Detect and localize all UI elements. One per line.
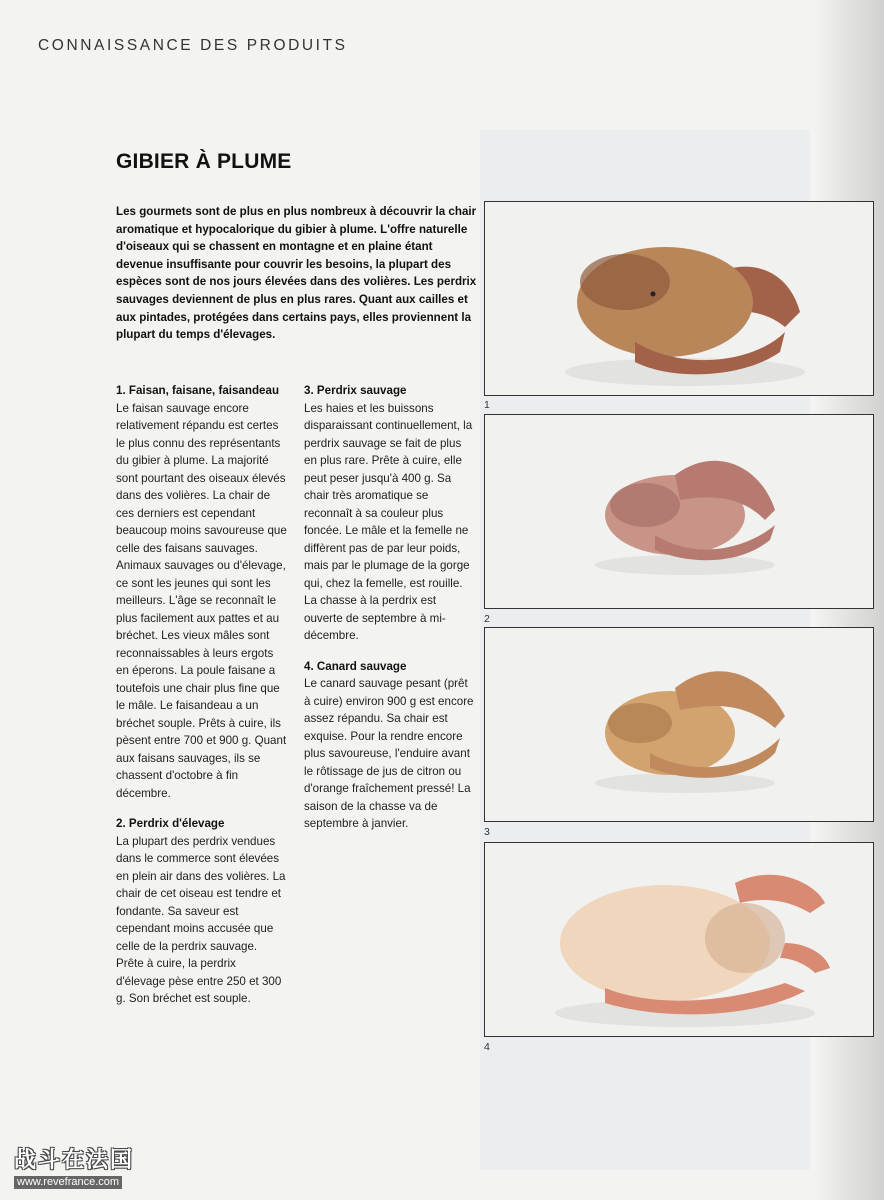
- photo-caption: 4: [484, 1041, 490, 1053]
- section-text: Le faisan sauvage encore relativement répandu est certes le plus connu des représentants du gibier à plume. La majorité sont pourtant des oiseaux élevés dans des volières. La chair de ces derniers est cependant beaucoup moins savoureuse que celle des faisans sauvages. Animaux sauvages ou d'élevage, ce sont les jeunes qui sont les meilleurs. L'âge se reconnaît le plus facilement aux pattes et au bréchet. Les vieux mâles sont reconnaissables à leurs ergots en éperons. La poule faisane a toutefois une chair plus fine que le mâle. Le faisandeau a un bréchet souple. Prêts à cuire, ils pèsent entre 700 et 900 g. Quant aux faisans sauvages, ils se chassent d'octobre à fin décembre.: [116, 401, 287, 800]
- section-text: La plupart des perdrix vendues dans le commerce sont élevées en plein air dans des volières. La chair de cet oiseau est tendre et fondante. Sa saveur est cependant moins accusée que celle de la perdrix sauvage. Prête à cuire, la perdrix d'élevage pèse entre 250 et 300 g. Son bréchet est souple.: [116, 834, 286, 1005]
- section-perdrix-elevage: [116, 815, 288, 1008]
- photo-caption: 2: [484, 613, 490, 625]
- bird-illustration: [485, 843, 873, 1036]
- text-column-left: [116, 382, 288, 1021]
- watermark-text: 战斗在法国: [14, 1147, 135, 1172]
- bird-illustration: [485, 628, 873, 821]
- bird-illustration: [485, 415, 873, 608]
- section-canard-sauvage: [304, 658, 476, 833]
- photo-caption: 1: [484, 399, 490, 411]
- section-text: Le canard sauvage pesant (prêt à cuire) environ 900 g est encore assez répandu. Sa chair est exquise. Pour la rendre encore plus savoureuse, l'enduire avant le rôtissage de jus de citron ou d'orange fraîchement pressé! La saison de la chasse va de septembre à janvier.: [304, 677, 474, 830]
- intro-paragraph: Les gourmets sont de plus en plus nombreux à découvrir la chair aromatique et hypocalorique du gibier à plume. L'offre naturelle d'oiseaux qui se chassent en montagne et en plaine étant devenue insuffisante pour couvrir les besoins, la plupart des espèces sont de nos jours élevées dans des volières. Les perdrix sauvages deviennent de plus en plus rares. Quant aux cailles et aux pintades, protégées dans certains pays, elles proviennent la plupart du temps d'élevages.: [116, 205, 477, 342]
- watermark-url: www.revefrance.com: [14, 1176, 122, 1189]
- section-text: Les haies et les buissons disparaissant continuellement, la perdrix sauvage se fait de plus en plus rare. Prête à cuire, elle peut peser jusqu'à 400 g. Sa chair très aromatique se reconnaît à sa couleur plus foncée. Le mâle et la femelle ne diffèrent pas de par leur poids, mais par le plumage de la gorge qui, chez la femelle, est rouille. La chasse à la perdrix est ouverte de septembre à mi-décembre.: [304, 401, 473, 642]
- bird-illustration: [485, 202, 873, 395]
- running-head: CONNAISSANCE DES PRODUITS: [38, 37, 348, 54]
- text-column-right: [304, 382, 476, 846]
- section-title: 1. Faisan, faisane, faisandeau: [116, 384, 280, 397]
- site-watermark: [10, 1146, 138, 1192]
- photo-caption: 3: [484, 826, 490, 838]
- photo-perdrix-elevage: [484, 414, 874, 609]
- section-perdrix-sauvage: [304, 382, 476, 645]
- section-title: 4. Canard sauvage: [304, 659, 407, 673]
- section-title: 3. Perdrix sauvage: [304, 384, 407, 397]
- photo-canard-sauvage: [484, 842, 874, 1037]
- page-title: GIBIER À PLUME: [116, 150, 292, 173]
- photo-perdrix-sauvage: [484, 627, 874, 822]
- section-faisan: [116, 382, 288, 802]
- photo-faisan: [484, 201, 874, 396]
- section-title: 2. Perdrix d'élevage: [116, 817, 225, 830]
